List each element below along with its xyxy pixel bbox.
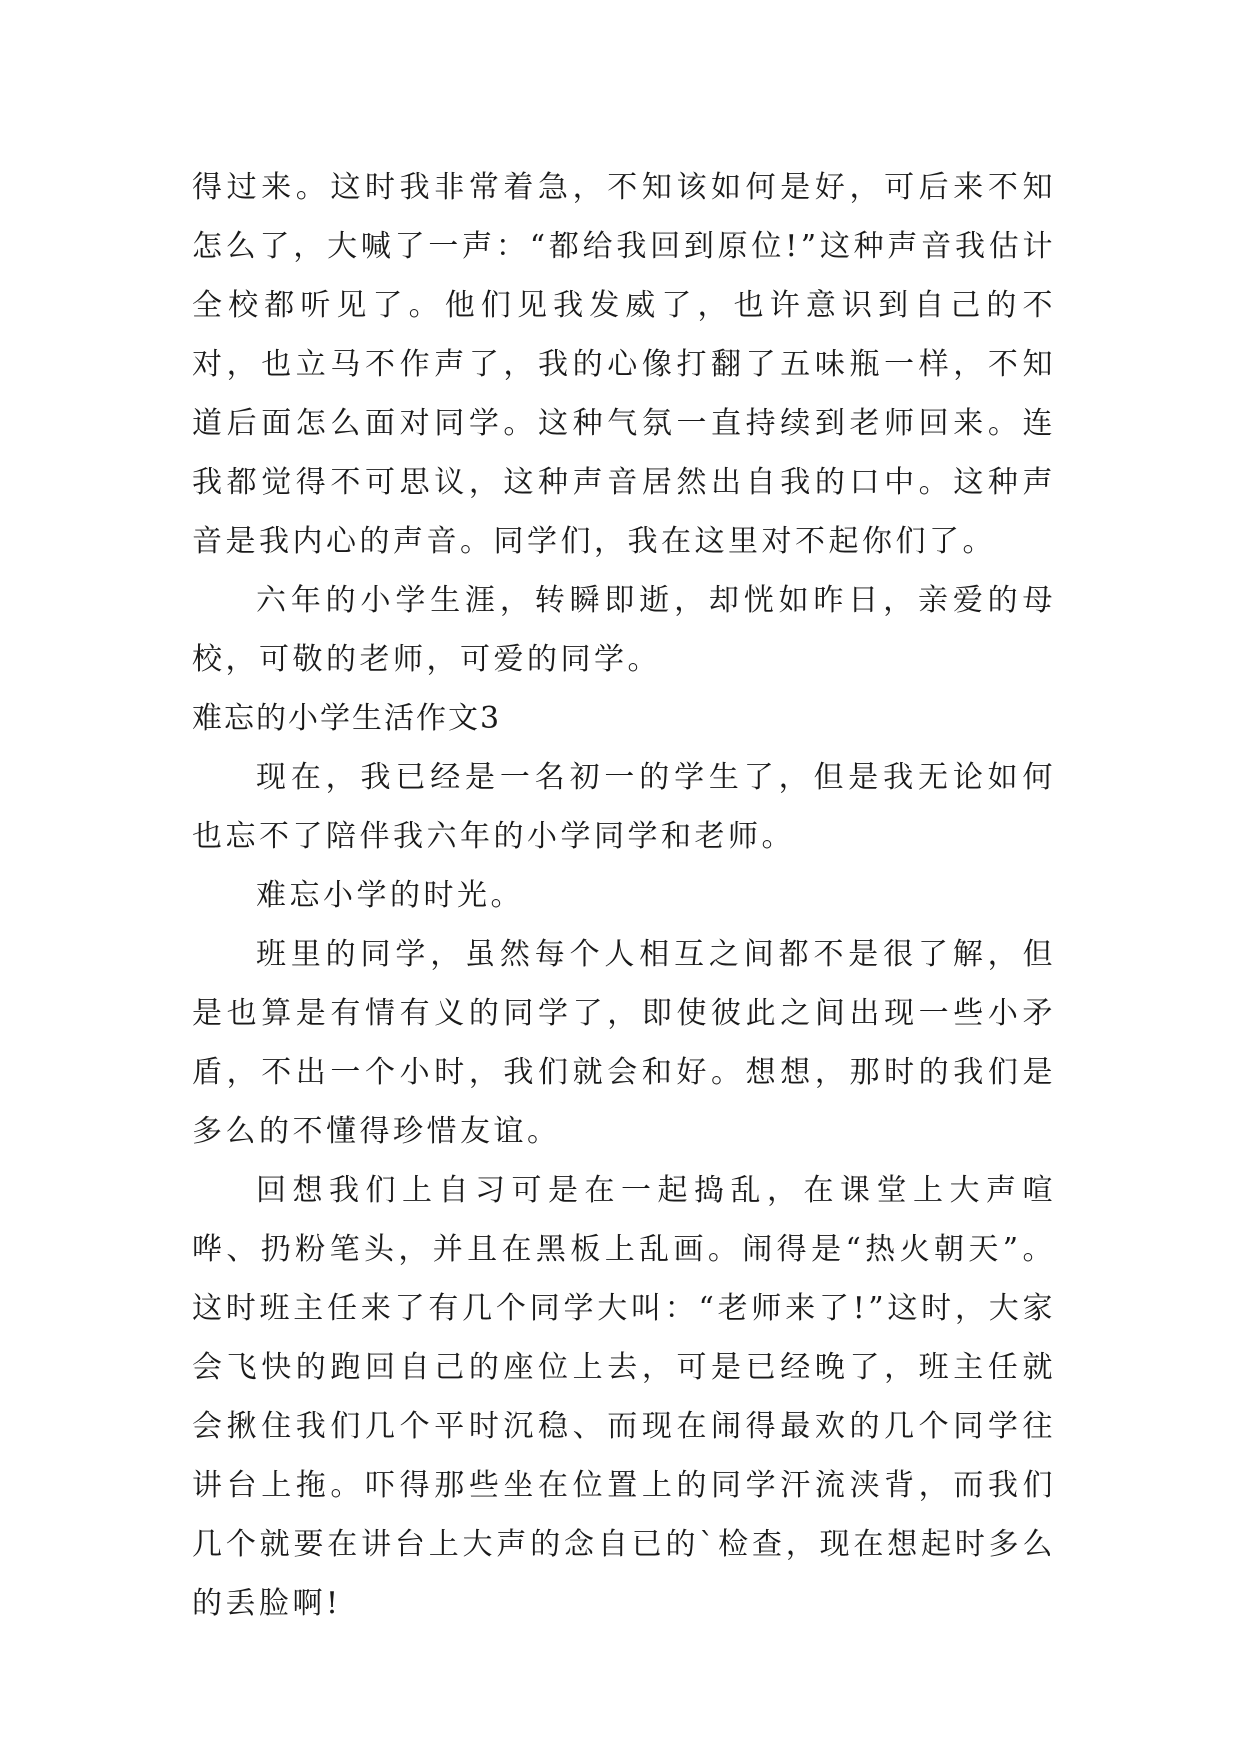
paragraph-continued: 得过来。这时我非常着急，不知该如何是好，可后来不知怎么了，大喊了一声：“都给我回到原位!”这种声音我估计全校都听见了。他们见我发威了，也许意识到自己的不对，也立马不作声了，我的心像打翻了五味瓶一样，不知道后面怎么面对同学。这种气氛一直持续到老师回来。连我都觉得不可思议，这种声音居然出自我的口中。这种声音是我内心的声音。同学们，我在这里对不起你们了。 xyxy=(192,170,1056,559)
paragraph-intro: 现在，我已经是一名初一的学生了，但是我无论如何也忘不了陪伴我六年的小学同学和老师。 xyxy=(192,760,1056,854)
paragraph-memory: 回想我们上自习可是在一起捣乱，在课堂上大声喧哗、扔粉笔头，并且在黑板上乱画。闹得是“热火朝天”。这时班主任来了有几个同学大叫：“老师来了!”这时，大家会飞快的跑回自己的座位上去，可是已经晚了，班主任就会揪住我们几个平时沉稳、而现在闹得最欢的几个同学往讲台上拖。吓得那些坐在位置上的同学汗流浃背，而我们几个就要在讲台上大声的念自已的`检查，现在想起时多么的丢脸啊! xyxy=(192,1173,1056,1621)
paragraph-farewell: 六年的小学生涯，转瞬即逝，却恍如昨日，亲爱的母校，可敬的老师，可爱的同学。 xyxy=(192,583,1056,677)
essay-heading: 难忘的小学生活作文3 xyxy=(192,701,502,736)
paragraph-classmates: 班里的同学，虽然每个人相互之间都不是很了解，但是也算是有情有义的同学了，即使彼此之间出现一些小矛盾，不出一个小时，我们就会和好。想想，那时的我们是多么的不懂得珍惜友谊。 xyxy=(192,937,1056,1149)
paragraph-short: 难忘小学的时光。 xyxy=(256,878,524,913)
document-body xyxy=(192,158,1056,1633)
